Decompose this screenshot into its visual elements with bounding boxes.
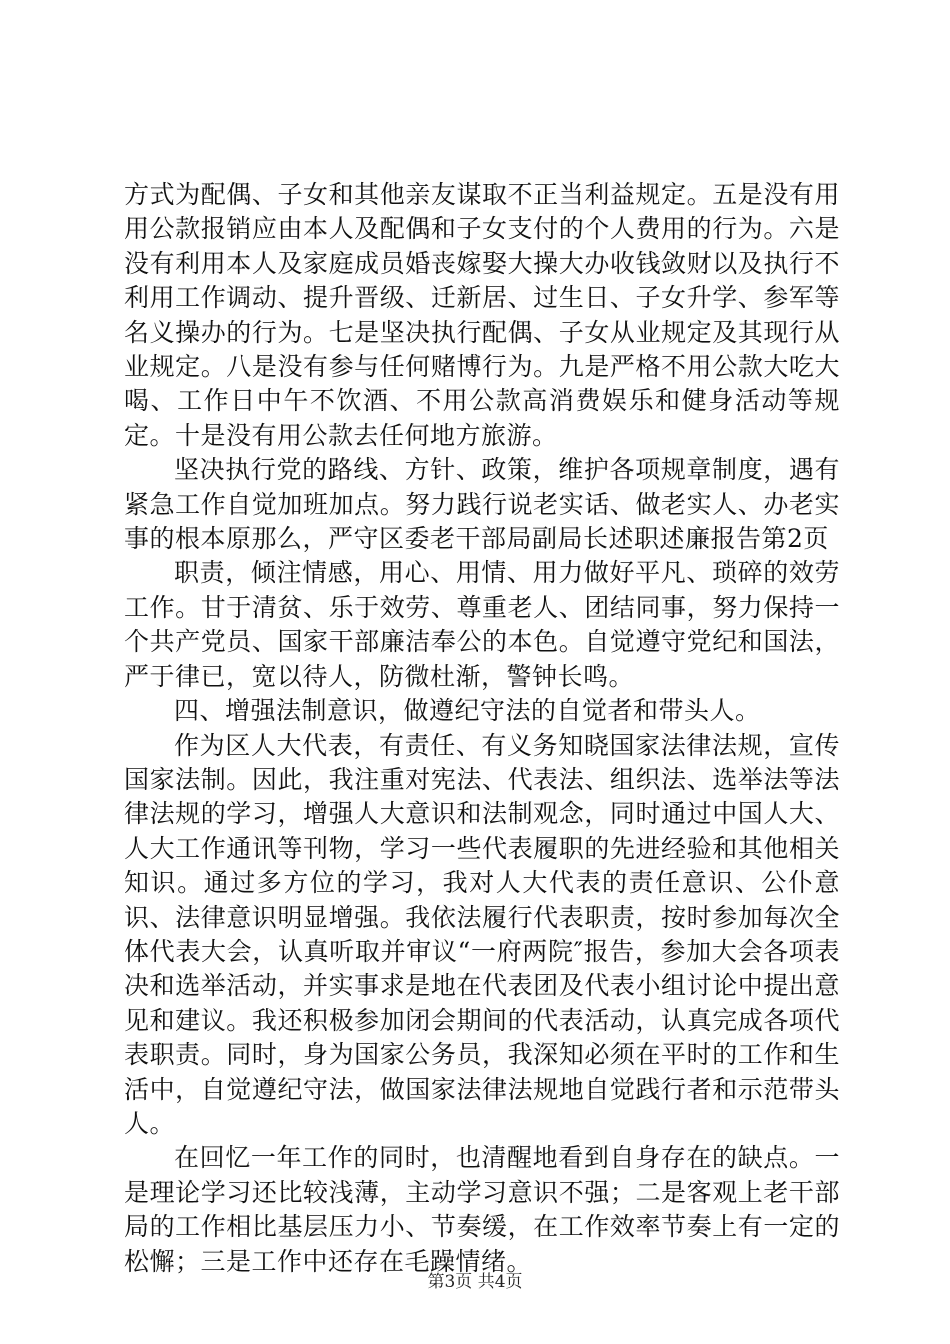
paragraph-duties: 职责，倾注情感，用心、用情、用力做好平凡、琐碎的效劳工作。甘于清贫、乐于效劳、尊重老人、团结同事，努力保持一个共产党员、国家干部廉洁奉公的本色。自觉遵守党纪和国法，严于律已，宽以待人，防微杜渐，警钟长鸣。 xyxy=(124,558,840,691)
paragraph-continuation: 方式为配偶、子女和其他亲友谋取不正当利益规定。五是没有用用公款报销应由本人及配偶和子女支付的个人费用的行为。六是没有利用本人及家庭成员婚丧嫁娶大操大办收钱敛财以及执行不利用工作调动、提升晋级、迁新居、过生日、子女升学、参军等名义操办的行为。七是坚决执行配偶、子女从业规定及其现行从业规定。八是没有参与任何赌博行为。九是严格不用公款大吃大喝、工作日中午不饮酒、不用公款高消费娱乐和健身活动等规定。十是没有用公款去任何地方旅游。 xyxy=(124,180,840,450)
paragraph-deputy-duties: 作为区人大代表，有责任、有义务知晓国家法律法规，宣传国家法制。因此，我注重对宪法、代表法、组织法、选举法等法律法规的学习，增强人大意识和法制观念，同时通过中国人大、人大工作通讯等刊物，学习一些代表履职的先进经验和其他相关知识。通过多方位的学习，我对人大代表的责任意识、公仆意识、法律意识明显增强。我依法履行代表职责，按时参加每次全体代表大会，认真听取并审议“一府两院″报告，参加大会各项表决和选举活动，并实事求是地在代表团及代表小组讨论中提出意见和建议。我还积极参加闭会期间的代表活动，认真完成各项代表职责。同时，身为国家公务员，我深知必须在平时的工作和生活中，自觉遵纪守法，做国家法律法规地自觉践行者和示范带头人。 xyxy=(124,730,840,1138)
section-heading-legal-awareness: 四、增强法制意识，做遵纪守法的自觉者和带头人。 xyxy=(174,696,761,726)
paragraph-shortcomings: 在回忆一年工作的同时，也清醒地看到自身存在的缺点。一是理论学习还比较浅薄，主动学习意识不强；二是客观上老干部局的工作相比基层压力小、节奏缓，在工作效率节奏上有一定的松懈；三是工作中还存在毛躁情绪。 xyxy=(124,1143,840,1276)
page-number-footer: 第3页 共4页 xyxy=(427,1272,523,1292)
paragraph-party-line: 坚决执行党的路线、方针、政策，维护各项规章制度，遇有紧急工作自觉加班加点。努力践行说老实话、做老实人、办老实事的根本原那么，严守区委老干部局副局长述职述廉报告第2页 xyxy=(124,455,840,554)
document-body xyxy=(124,178,840,1279)
